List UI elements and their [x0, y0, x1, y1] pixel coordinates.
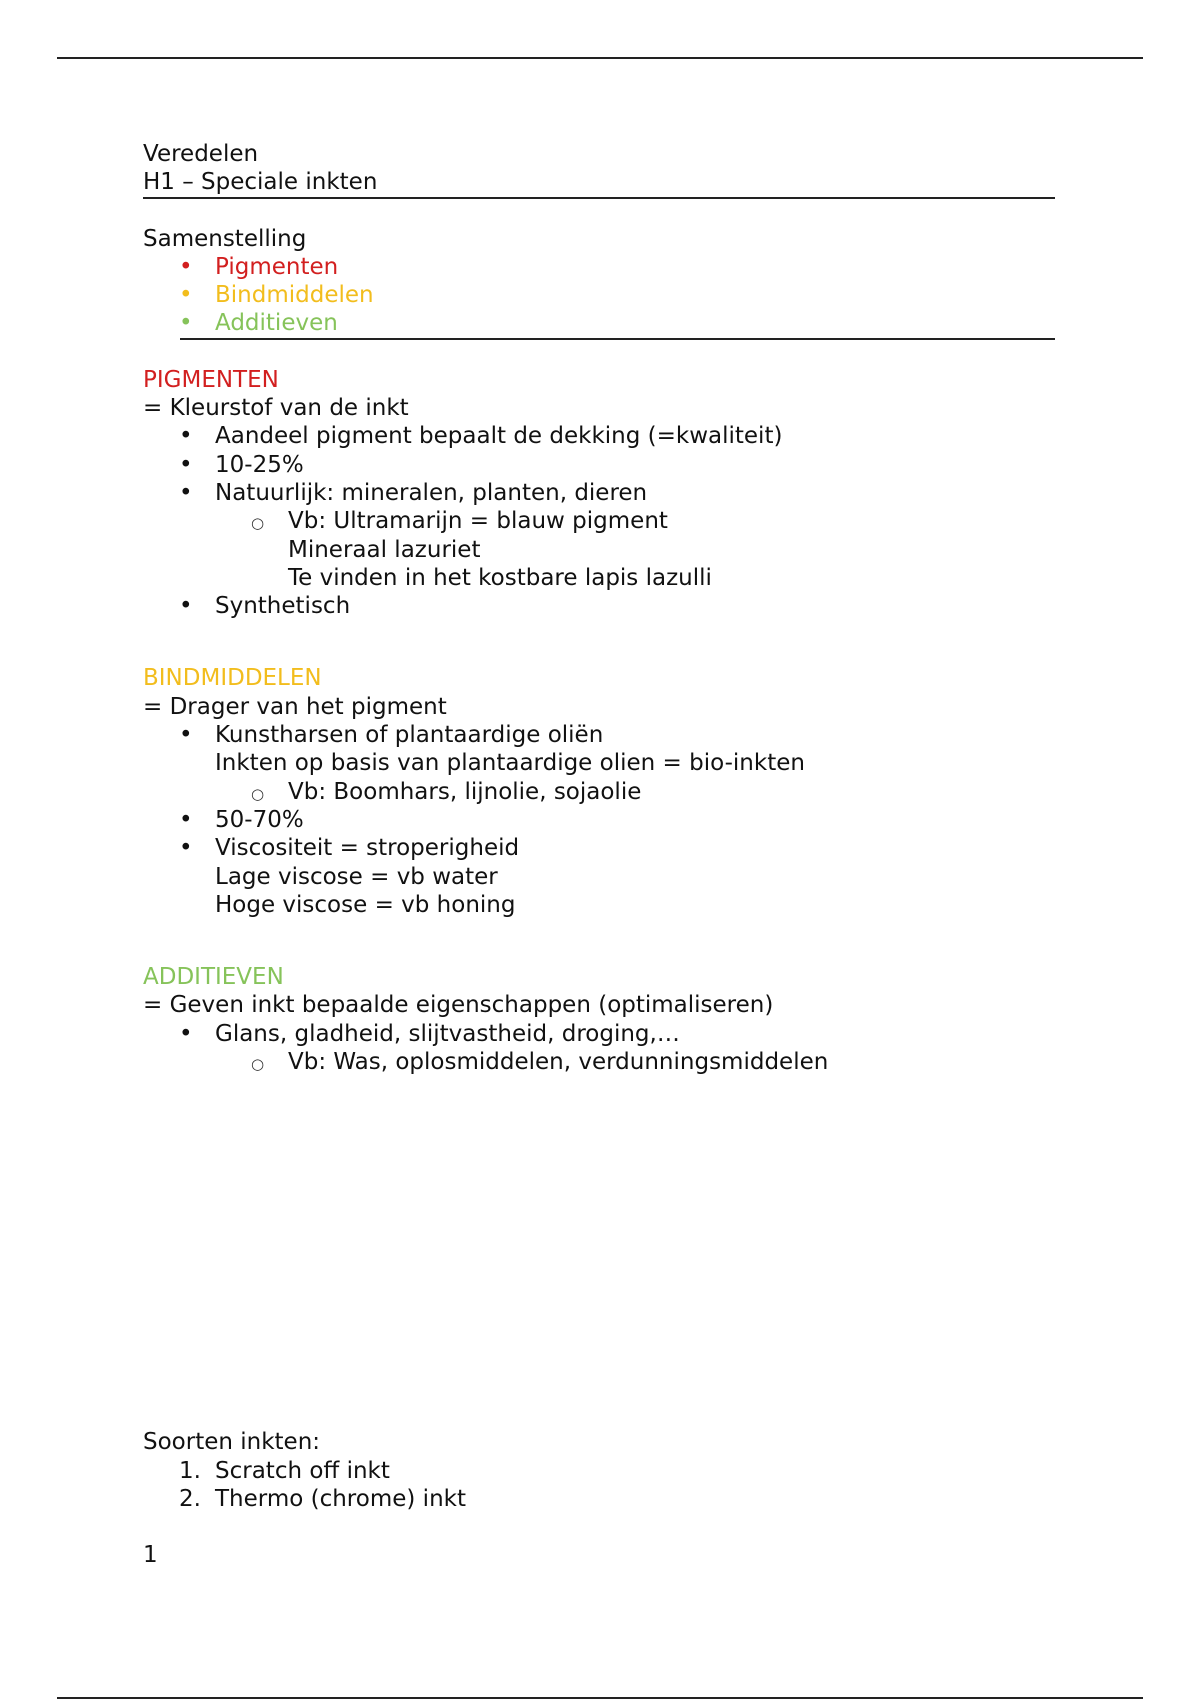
document-title: Veredelen — [143, 141, 259, 167]
list-item — [143, 1485, 1055, 1513]
list-item: • Glans, gladheid, slijtvastheid, droging,… — [143, 1020, 1055, 1048]
list-number: 1. — [179, 1457, 201, 1484]
document-body — [143, 140, 1055, 1570]
bindmiddelen-list — [143, 721, 1055, 919]
composition-item-pigmenten: • Pigmenten — [143, 253, 1055, 281]
list-item: • Kunstharsen of plantaardige oliën — [143, 721, 1055, 749]
ink-types-heading: Soorten inkten: — [143, 1429, 321, 1456]
list-item: • 50-70% — [143, 806, 1055, 834]
sub-list-item: ○ Vb: Ultramarijn = blauw pigment — [143, 507, 1055, 535]
bindmiddelen-definition: = Drager van het pigment — [143, 693, 447, 720]
page-top-rule — [57, 57, 1143, 59]
sub-list-continuation: Mineraal lazuriet — [288, 536, 481, 563]
pigmenten-definition: = Kleurstof van de inkt — [143, 395, 409, 422]
list-number: 2. — [179, 1485, 201, 1512]
additieven-heading: ADDITIEVEN — [143, 964, 284, 991]
additieven-list — [143, 1020, 1055, 1077]
composition-list — [143, 253, 1055, 338]
list-item: • Viscositeit = stroperigheid — [143, 834, 1055, 862]
list-continuation: Hoge viscose = vb honing — [215, 891, 516, 918]
composition-item-additieven: • Additieven — [143, 309, 1055, 337]
list-item-label: Thermo (chrome) inkt — [215, 1485, 466, 1512]
composition-heading: Samenstelling — [143, 225, 307, 252]
list-item: • 10-25% — [143, 451, 1055, 479]
list-item: • Synthetisch — [143, 592, 1055, 620]
chapter-title: H1 – Speciale inkten — [143, 169, 378, 196]
list-continuation: Lage viscose = vb water — [215, 863, 498, 890]
sub-list-continuation: Te vinden in het kostbare lapis lazulli — [288, 564, 712, 591]
page-bottom-rule — [57, 1697, 1143, 1699]
list-item — [143, 1457, 1055, 1485]
page-number: 1 — [143, 1542, 158, 1569]
additieven-definition: = Geven inkt bepaalde eigenschappen (optimaliseren) — [143, 992, 774, 1019]
bindmiddelen-heading: BINDMIDDELEN — [143, 665, 322, 692]
list-item: • Aandeel pigment bepaalt de dekking (=kwaliteit) — [143, 422, 1055, 450]
ink-types-list — [143, 1457, 1055, 1514]
list-item-label: Scratch off inkt — [215, 1457, 390, 1484]
pigmenten-list — [143, 422, 1055, 620]
list-item: • Natuurlijk: mineralen, planten, dieren — [143, 479, 1055, 507]
pigmenten-heading: PIGMENTEN — [143, 366, 279, 393]
sub-list-item: ○ Vb: Was, oplosmiddelen, verdunningsmiddelen — [143, 1048, 1055, 1076]
sub-list-item: ○ Vb: Boomhars, lijnolie, sojaolie — [143, 778, 1055, 806]
list-continuation: Inkten op basis van plantaardige olien = bio-inkten — [215, 750, 805, 777]
composition-item-bindmiddelen: • Bindmiddelen — [143, 281, 1055, 309]
